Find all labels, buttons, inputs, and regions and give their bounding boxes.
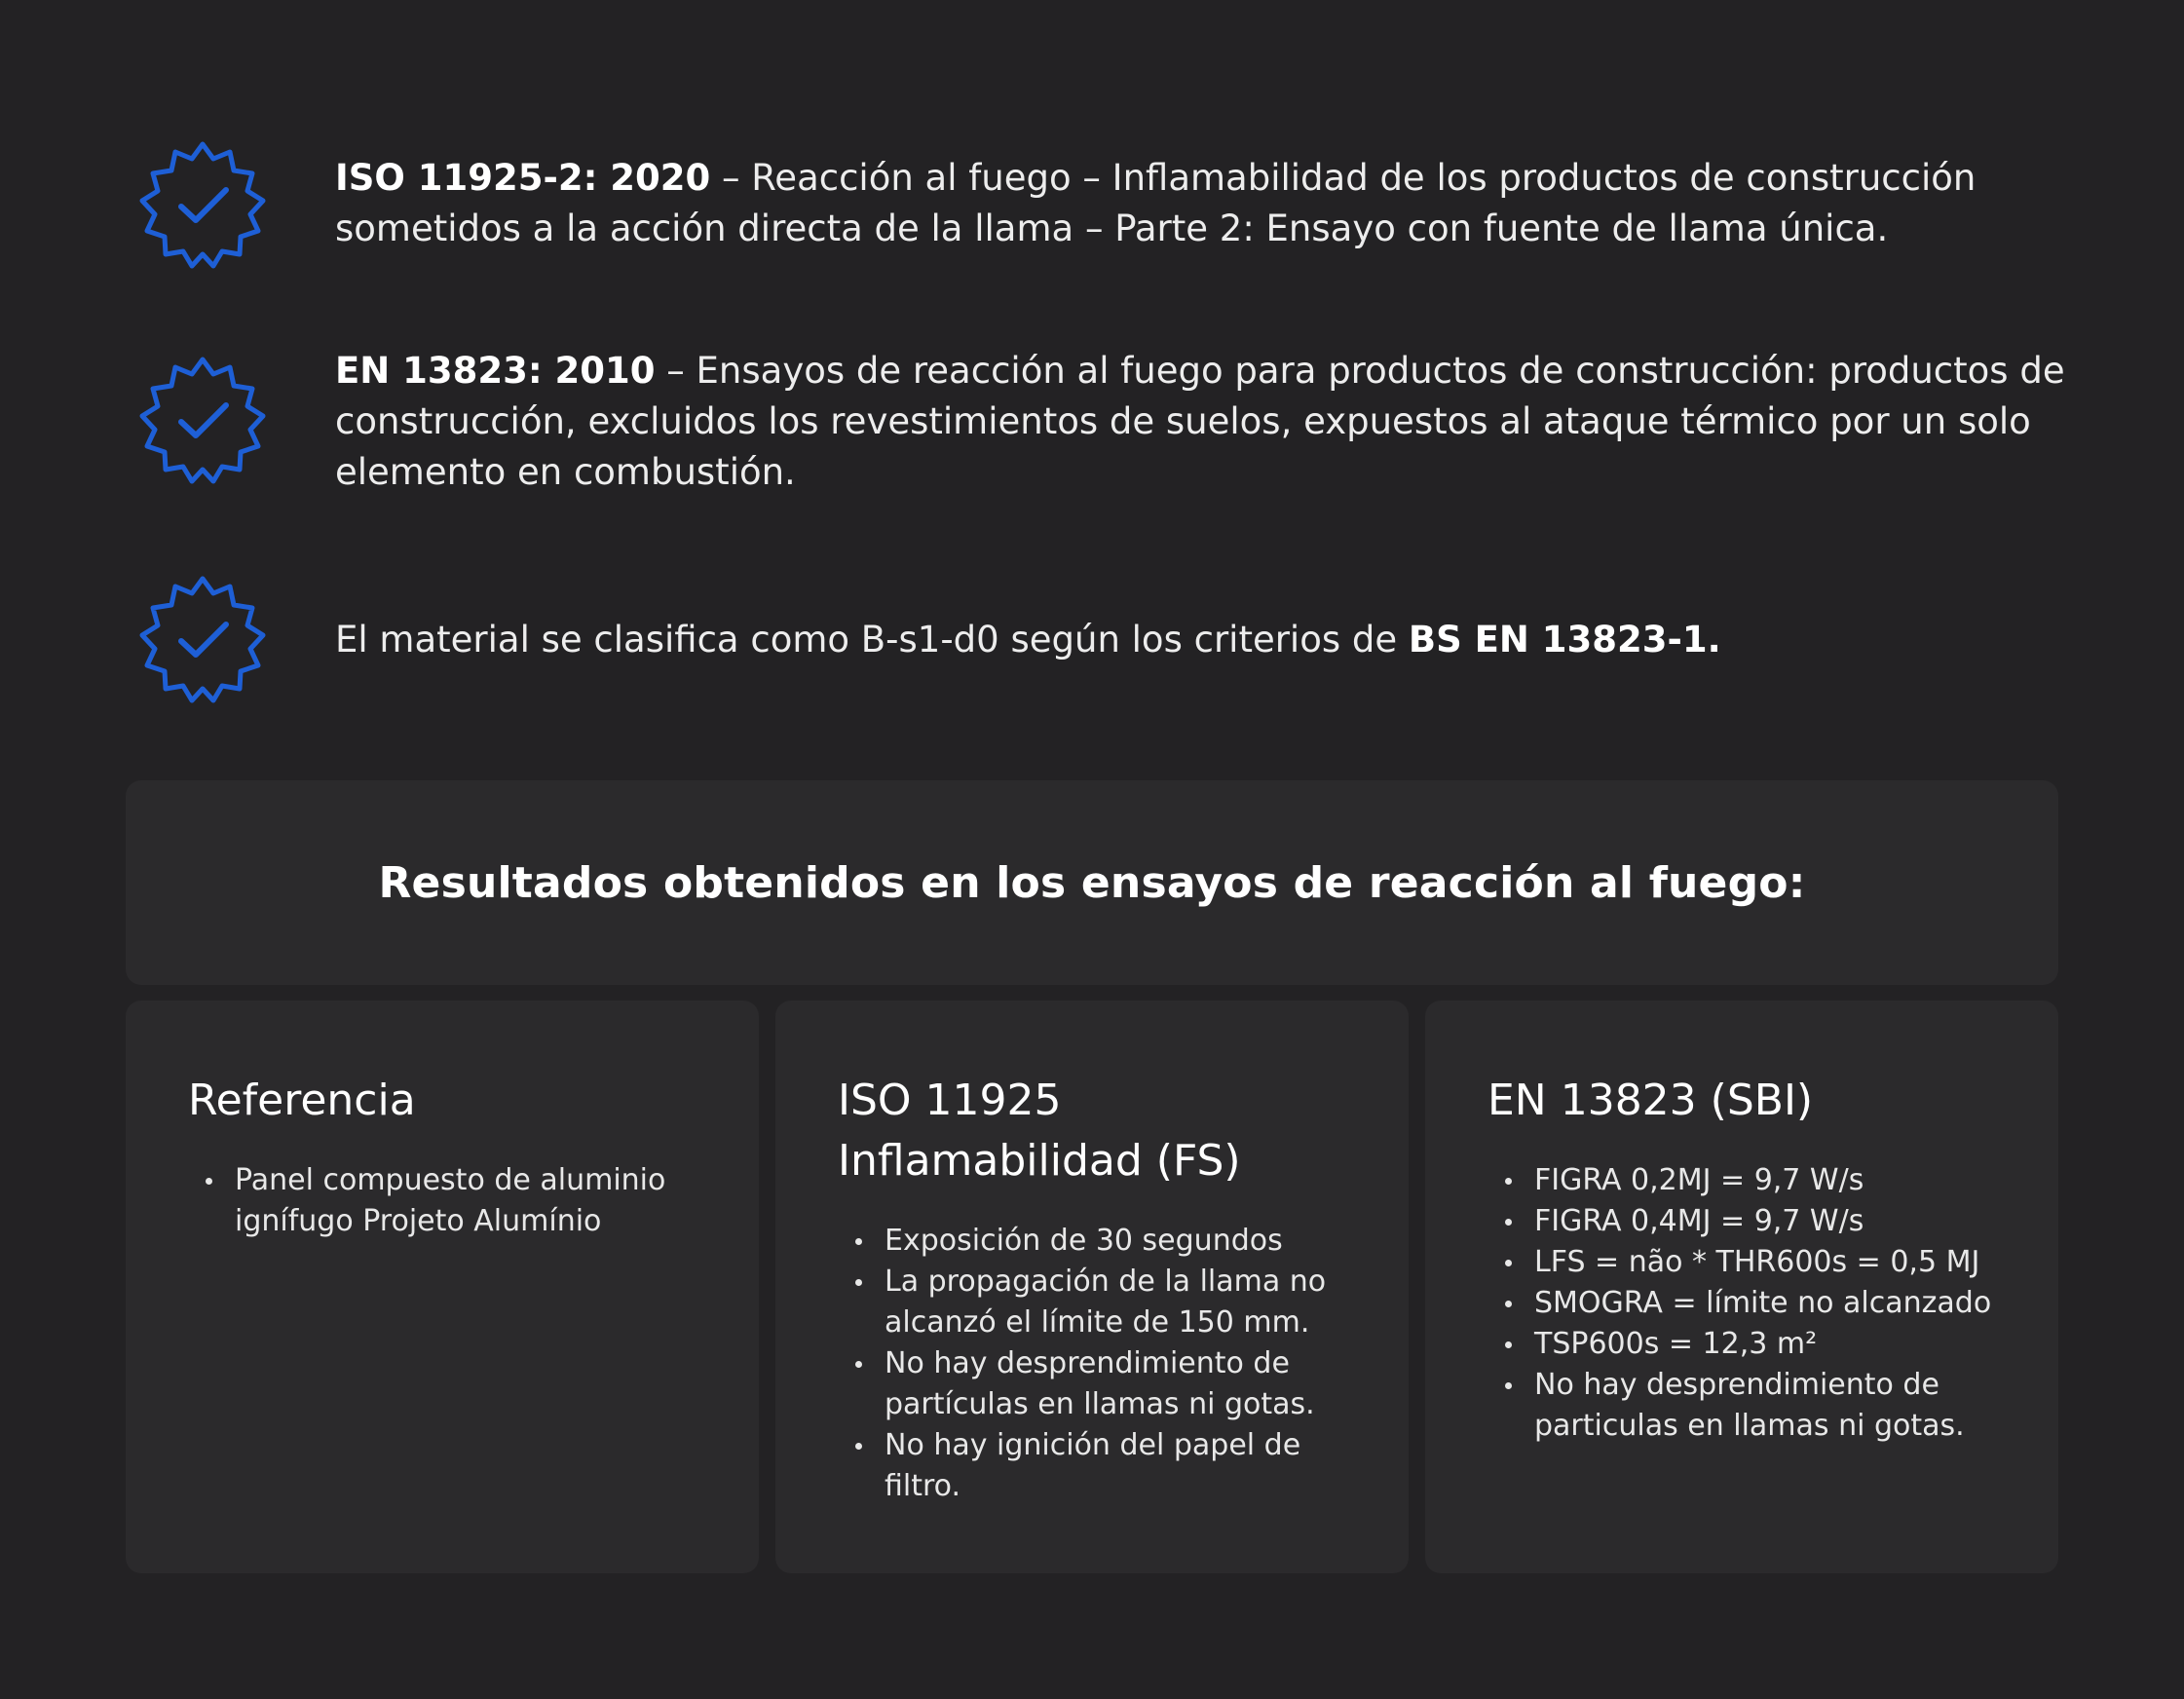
verified-badge-icon	[136, 573, 269, 705]
standard-code: EN 13823: 2010	[335, 350, 656, 392]
results-header-panel	[126, 780, 2058, 985]
standard-description	[335, 346, 2069, 498]
card-title-line: Inflamabilidad (FS)	[838, 1136, 1241, 1186]
card-en-13823-sbi	[1425, 1001, 2058, 1573]
standard-text-line: – Ensayos de reacción al fuego para productos de construcción: productos de	[655, 350, 2065, 392]
standard-text-line: sometidos a la acción directa de la llama – Parte 2: Ensayo con fuente de llama única.	[335, 208, 1889, 249]
standard-text-line: construcción, excluidos los revestimientos de suelos, expuestos al ataque térmico por un solo	[335, 400, 2031, 442]
card-title: Referencia	[188, 1076, 416, 1125]
standard-text-line: elemento en combustión.	[335, 451, 796, 493]
card-list	[188, 1160, 720, 1242]
list-item: TSP600s = 12,3 m²	[1534, 1324, 2012, 1365]
results-title: Resultados obtenidos en los ensayos de reacción al fuego:	[378, 857, 1806, 908]
list-item: LFS = não * THR600s = 0,5 MJ	[1534, 1242, 2012, 1283]
classification-statement	[335, 615, 2069, 665]
card-title-line: ISO 11925	[838, 1076, 1062, 1125]
list-item: FIGRA 0,4MJ = 9,7 W/s	[1534, 1201, 2012, 1242]
standard-code: ISO 11925-2: 2020	[335, 157, 711, 199]
list-item: FIGRA 0,2MJ = 9,7 W/s	[1534, 1160, 2012, 1201]
standard-text-line: – Reacción al fuego – Inflamabilidad de los productos de construcción	[710, 157, 1977, 199]
list-item: SMOGRA = límite no alcanzado	[1534, 1283, 2012, 1324]
card-title	[838, 1071, 1370, 1191]
list-item: No hay ignición del papel de filtro.	[885, 1425, 1342, 1507]
classification-standard: BS EN 13823-1.	[1408, 619, 1721, 661]
list-item: No hay desprendimiento de partículas en llamas ni gotas.	[885, 1343, 1342, 1425]
list-item: Exposición de 30 segundos	[885, 1221, 1342, 1262]
classification-text: El material se clasifica como B-s1-d0 según los criterios de	[335, 619, 1409, 661]
card-title: EN 13823 (SBI)	[1487, 1076, 1814, 1125]
card-list	[838, 1221, 1342, 1507]
verified-badge-icon	[136, 138, 269, 271]
list-item: Panel compuesto de aluminio ignífugo Projeto Alumínio	[235, 1160, 693, 1242]
list-item: No hay desprendimiento de particulas en llamas ni gotas.	[1534, 1365, 2012, 1447]
list-item: La propagación de la llama no alcanzó el límite de 150 mm.	[885, 1262, 1342, 1343]
card-list	[1487, 1160, 2012, 1447]
card-reference	[126, 1001, 759, 1573]
verified-badge-icon	[136, 354, 269, 486]
card-iso-11925	[775, 1001, 1409, 1573]
standard-description	[335, 153, 2069, 254]
